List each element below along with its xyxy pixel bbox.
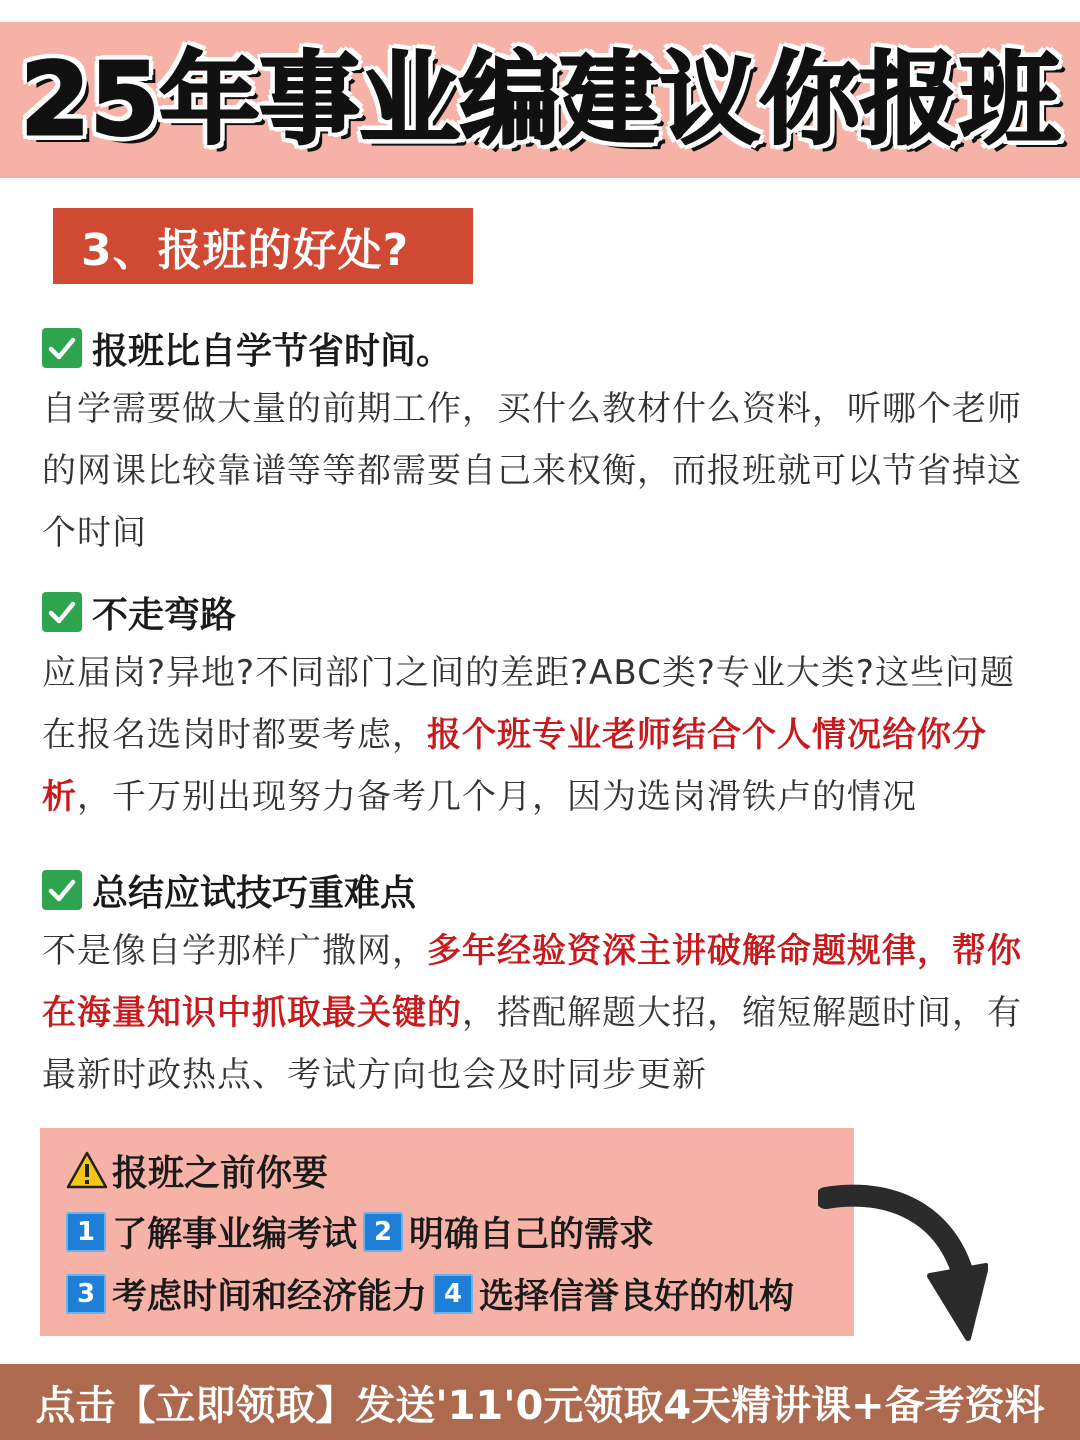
checklist-item: 考虑时间和经济能力 bbox=[112, 1277, 428, 1317]
body-text: ，千万别出现努力备考几个月，因为选岗滑铁卢的情况 bbox=[77, 777, 917, 817]
benefit-body bbox=[42, 642, 1042, 828]
benefit-heading-row bbox=[42, 318, 1042, 378]
body-text: ，搭配解题大招，缩短解题时间，有最新时政热点、考试方向也会及时同步更新 bbox=[42, 993, 1022, 1095]
footer-cta[interactable]: 点击【立即领取】发送'11'0元领取4天精讲课+备考资料 bbox=[0, 1364, 1080, 1440]
checklist-item: 选择信誉良好的机构 bbox=[479, 1277, 795, 1317]
check-icon bbox=[42, 592, 82, 632]
warning-icon bbox=[66, 1150, 108, 1190]
checklist-box bbox=[40, 1128, 854, 1336]
benefit-point-1 bbox=[42, 318, 1042, 564]
checklist-row bbox=[66, 1206, 654, 1258]
check-icon bbox=[42, 870, 82, 910]
number-1-icon: 1 bbox=[66, 1212, 106, 1252]
checklist-heading-row bbox=[66, 1142, 328, 1198]
title-banner bbox=[0, 22, 1080, 178]
benefit-body bbox=[42, 920, 1042, 1106]
checklist-row bbox=[66, 1268, 794, 1320]
check-icon bbox=[42, 328, 82, 368]
body-text: 不是像自学那样广撒网， bbox=[42, 931, 427, 971]
benefit-heading: 总结应试技巧重难点 bbox=[92, 872, 417, 914]
checklist-heading: 报班之前你要 bbox=[112, 1152, 329, 1194]
curved-arrow-icon bbox=[818, 1180, 988, 1350]
highlight-text: 报个班专业老师结合个人情况给你分析 bbox=[42, 715, 987, 817]
number-3-icon: 3 bbox=[66, 1274, 106, 1314]
benefit-point-2 bbox=[42, 582, 1042, 828]
benefit-heading: 不走弯路 bbox=[92, 594, 237, 636]
benefit-point-3 bbox=[42, 860, 1042, 1106]
number-2-icon: 2 bbox=[363, 1212, 403, 1252]
checklist-item: 了解事业编考试 bbox=[112, 1215, 358, 1255]
benefit-body: 自学需要做大量的前期工作，买什么教材什么资料，听哪个老师的网课比较靠谱等等都需要自己来权衡，而报班就可以节省掉这个时间 bbox=[42, 389, 1022, 553]
benefit-heading: 报班比自学节省时间。 bbox=[92, 330, 453, 372]
page-title: 25年事业编建议你报班 bbox=[20, 41, 1060, 158]
benefit-heading-row bbox=[42, 860, 1042, 920]
body-text: 应届岗?异地?不同部门之间的差距?ABC类?专业大类?这些问题在报名选岗时都要考虑， bbox=[42, 653, 1015, 755]
section-heading: 3、报班的好处? bbox=[53, 208, 473, 284]
number-4-icon: 4 bbox=[433, 1274, 473, 1314]
checklist-item: 明确自己的需求 bbox=[409, 1215, 655, 1255]
benefit-heading-row bbox=[42, 582, 1042, 642]
highlight-text: 多年经验资深主讲破解命题规律，帮你在海量知识中抓取最关键的 bbox=[42, 931, 1022, 1033]
